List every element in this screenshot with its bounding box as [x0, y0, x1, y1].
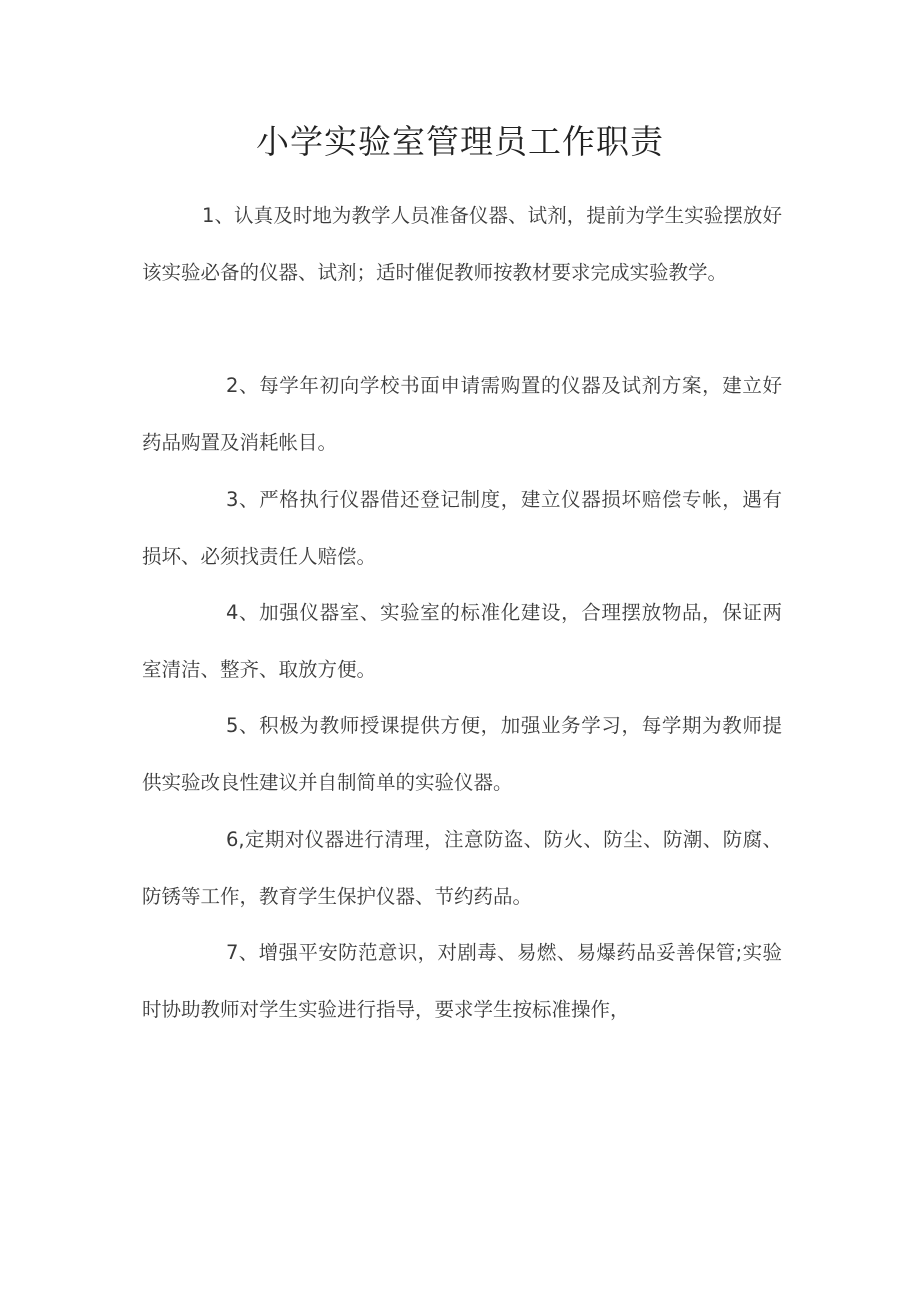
duty-paragraph-4: 4、加强仪器室、实验室的标准化建设，合理摆放物品，保证两室清洁、整齐、取放方便。: [142, 601, 782, 681]
duty-paragraph-1: 1、认真及时地为教学人员准备仪器、试剂，提前为学生实验摆放好该实验必备的仪器、试剂；适时催促教师按教材要求完成实验教学。: [142, 204, 782, 284]
duty-paragraph-7: 7、增强平安防范意识，对剧毒、易燃、易爆药品妥善保管;实验时协助教师对学生实验进行指导，要求学生按标准操作，: [142, 941, 782, 1021]
duty-paragraph-2: 2、每学年初向学校书面申请需购置的仪器及试剂方案，建立好药品购置及消耗帐目。: [142, 374, 782, 454]
duty-paragraph-6: 6,定期对仪器进行清理，注意防盗、防火、防尘、防潮、防腐、防锈等工作，教育学生保护仪器、节约药品。: [142, 828, 782, 908]
duty-paragraph-5: 5、积极为教师授课提供方便，加强业务学习，每学期为教师提供实验改良性建议并自制简单的实验仪器。: [142, 714, 782, 794]
duty-paragraph-3: 3、严格执行仪器借还登记制度，建立仪器损坏赔偿专帐，遇有损坏、必须找责任人赔偿。: [142, 488, 782, 568]
document-title: 小学实验室管理员工作职责: [256, 122, 664, 161]
